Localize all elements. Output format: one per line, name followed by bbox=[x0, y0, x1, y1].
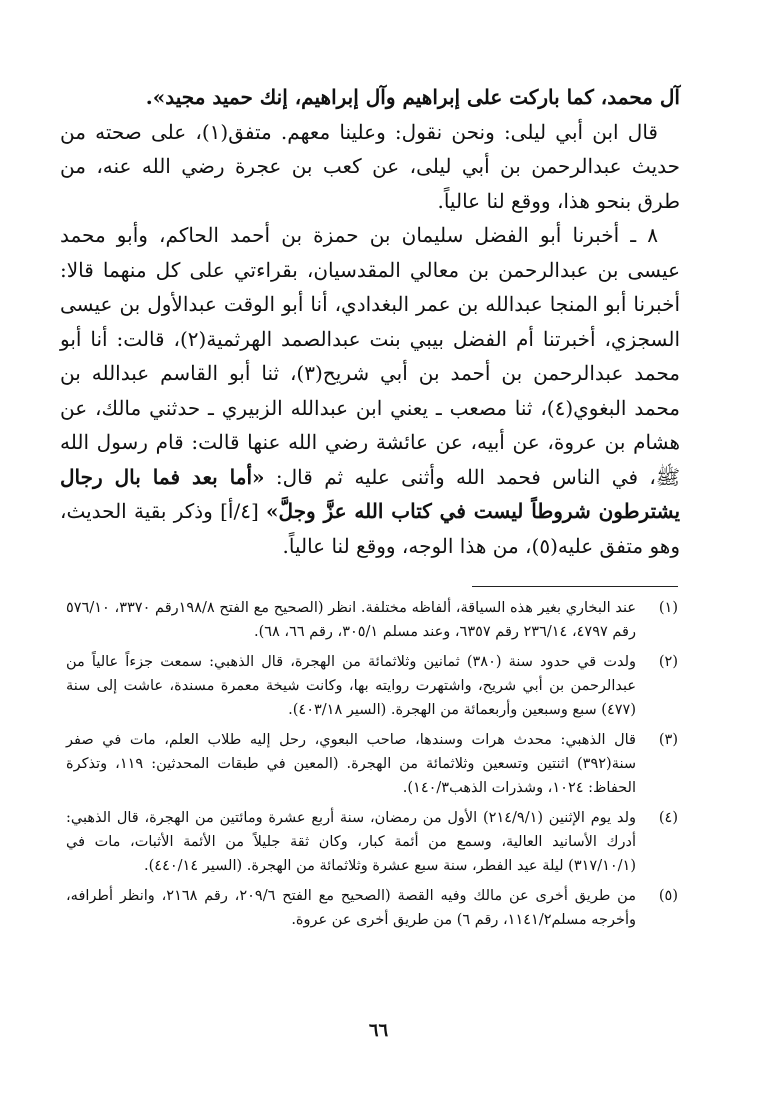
footnote-number: (٣) bbox=[658, 732, 678, 748]
paragraph-3-part-b: [٤/أ] وذكر بقية الحديث، وهو متفق عليه(٥)، من هذا الوجه، ووقع لنا عالياً. bbox=[60, 499, 680, 558]
footnote-number: (٢) bbox=[658, 654, 678, 670]
footnote-2 bbox=[66, 650, 678, 722]
paragraph-2: قال ابن أبي ليلى: ونحن نقول: وعلينا معهم. متفق(١)، على صحته من حديث عبدالرحمن بن أبي ليلى، عن كعب بن عجرة رضي الله عنه، من طرق بنحو هذا، ووقع لنا عالياً. bbox=[60, 119, 680, 213]
footnote-3 bbox=[66, 728, 678, 800]
page-number: ٦٦ bbox=[368, 1020, 389, 1041]
footnote-text: ولد يوم الإثنين (٢١٤/٩/١) الأول من رمضان، سنة أربع عشرة ومائتين من الهجرة، قال الذهبي: أدرك الأسانيد العالية، وسمع من أئمة كبار، وكان ثقة جليلاً من الأئمة الأثبات، مات في (٣١٧/١٠/١) ليلة عيد الفطر، سنة سبع عشرة وثلاثمائة من الهجرة. (السير ٤٤٠/١٤). bbox=[66, 810, 636, 874]
footnote-text: ولدت قي حدود سنة (٣٨٠) ثمانين وثلاثمائة من الهجرة، قال الذهبي: سمعت جزءاً عالياً من عبدالرحمن بن أبي شريح، واشتهرت روايته بها، وكانت شيخة معمرة مسندة، عاشت إلى سنة (٤٧٧) سبع وسبعين وأربعمائة من الهجرة. (السير ٤٠٣/١٨). bbox=[66, 654, 637, 718]
hadith-quote: «أما بعد فما بال رجال يشترطون شروطاً ليست في كتاب الله عزَّ وجلَّ» bbox=[60, 464, 681, 523]
footnote-text: قال الذهبي: محدث هرات وسندها، صاحب البعوي، رحل إليه طلاب العلم، مات في صفر سنة(٣٩٢) اثنتين وتسعين وثلاثمائة من الهجرة. (المعين في طبقات المحدثين: ١١٩، وتذكرة الحفاظ: ١٠٢٤، وشذرات الذهب١٤٠/٣). bbox=[66, 732, 636, 796]
paragraph-1: آل محمد، كما باركت على إبراهيم وآل إبراهيم، إنك حميد مجيد». bbox=[145, 85, 680, 109]
footnote-text: من طريق أخرى عن مالك وفيه القصة (الصحيح مع الفتح ٢٠٩/٦، رقم ٢١٦٨، وانظر أطرافه، وأخرجه مسلم١١٤١/٢، رقم ٦) من طريق أخرى عن عروة. bbox=[66, 888, 636, 928]
footnote-number: (١) bbox=[658, 600, 678, 616]
main-text bbox=[60, 80, 680, 563]
footnote-number: (٥) bbox=[658, 888, 678, 904]
footnotes bbox=[66, 596, 678, 938]
paragraph-3-part-a: ٨ ـ أخبرنا أبو الفضل سليمان بن حمزة بن أحمد الحاكم، وأبو محمد عيسى بن عبدالرحمن بن معالي المقدسيان، بقراءتي على كل منهما قالا: أخبرنا أبو المنجا عبدالله بن عمر البغدادي، أنا أبو الوقت عبدالأول بن عيسى السجزي، أخبرتنا أم الفضل بيبي بنت عبدالصمد الهرثمية(٢)، قالت: أنا أبو محمد عبدالرحمن بن أحمد بن أبي شريح(٣)، ثنا أبو القاسم عبدالله بن محمد البغوي(٤)، ثنا مصعب ـ يعني ابن عبدالله الزبيري ـ حدثني مالك، عن هشام بن عروة، عن أبيه، عن عائشة رضي الله عنها قالت: قام رسول الله ﷺ، في الناس فحمد الله وأثنى عليه ثم قال: bbox=[60, 223, 681, 489]
footnote-text: عند البخاري بغير هذه السياقة، ألفاظه مختلفة. انظر (الصحيح مع الفتح ١٩٨/٨رقم ٣٣٧٠، ٥٧٦/١٠ رقم ٤٧٩٧، ٢٣٦/١٤ رقم ٦٣٥٧، وعند مسلم ٣٠٥/١، رقم ٦٦، ٦٨). bbox=[66, 600, 636, 640]
footnote-number: (٤) bbox=[658, 810, 678, 826]
paragraph-3 bbox=[60, 218, 680, 563]
footnote-separator bbox=[472, 586, 678, 587]
footnote-5 bbox=[66, 884, 678, 932]
footnote-4 bbox=[66, 806, 678, 878]
footnote-1 bbox=[66, 596, 678, 644]
